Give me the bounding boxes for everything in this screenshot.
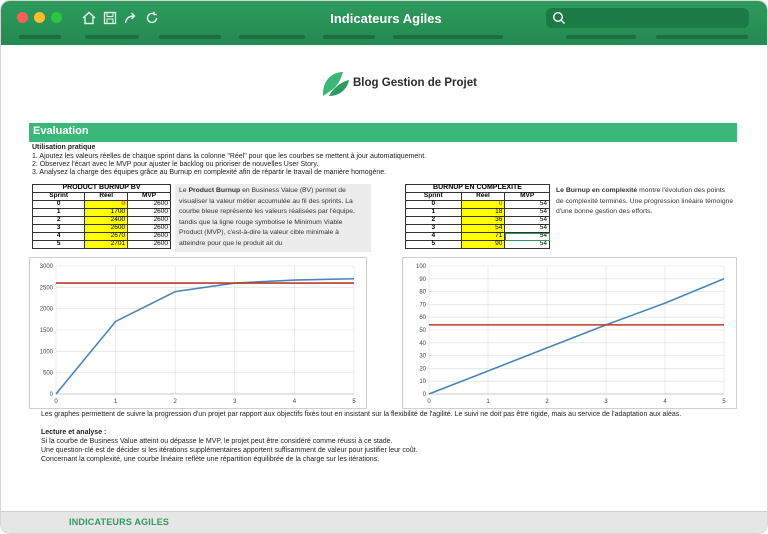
save-icon[interactable] (102, 10, 118, 26)
cell-sprint[interactable]: 5 (33, 241, 85, 249)
reading-title: Lecture et analyse : (41, 429, 107, 436)
section-title: Evaluation (29, 123, 737, 142)
y-tick-label: 90 (419, 276, 426, 283)
y-tick-label: 1000 (39, 349, 53, 356)
cell-sprint[interactable]: 1 (33, 209, 85, 217)
y-tick-label: 2500 (39, 285, 53, 292)
cell-reel[interactable]: 1700 (85, 209, 128, 217)
series-line-rel (429, 279, 724, 394)
table-row (406, 209, 550, 217)
desc-bold: Product Burnup (188, 187, 241, 194)
chart-burnup-complexite (402, 257, 737, 409)
cell-reel[interactable]: 36 (461, 217, 505, 225)
minimize-window-button[interactable] (34, 12, 45, 23)
x-tick-label: 4 (663, 399, 667, 405)
title-bar (1, 1, 768, 45)
y-tick-label: 3000 (39, 264, 53, 270)
usage-line: 1. Ajoutez les valeurs réelles de chaque sprint dans la colonne "Réel" pour que les courbes se mettent à jour automatiquement. (32, 153, 427, 160)
usage-title: Utilisation pratique (32, 144, 96, 151)
column-header: MVP (128, 193, 171, 201)
description-burnup-complexite (552, 184, 738, 252)
refresh-icon[interactable] (144, 10, 160, 26)
cell-sprint[interactable]: 5 (406, 241, 462, 249)
x-tick-label: 5 (722, 399, 726, 405)
x-tick-label: 2 (173, 399, 177, 405)
x-tick-label: 5 (352, 399, 356, 405)
desc-text: montre l'évolution des points de complexité terminés. Une progression linéaire témoigne d'une bonne gestion des efforts. (556, 187, 734, 215)
close-window-button[interactable] (17, 12, 28, 23)
table-row (406, 201, 550, 209)
menu-strip-item[interactable] (323, 35, 375, 39)
desc-text: Le (179, 187, 189, 194)
cell-mvp[interactable]: 54 (505, 225, 550, 233)
home-icon[interactable] (81, 10, 97, 26)
table-row (406, 217, 550, 225)
share-icon[interactable] (123, 10, 139, 26)
x-tick-label: 3 (233, 399, 237, 405)
cell-mvp[interactable]: 2600 (128, 225, 171, 233)
table-row (33, 201, 171, 209)
x-tick-label: 0 (427, 399, 431, 405)
cell-mvp[interactable]: 2600 (128, 233, 171, 241)
column-header: MVP (505, 193, 550, 201)
y-tick-label: 80 (419, 289, 426, 296)
cell-mvp[interactable]: 2600 (128, 209, 171, 217)
y-tick-label: 40 (419, 340, 426, 347)
menu-strip-item[interactable] (566, 35, 636, 39)
cell-mvp[interactable]: 54 (505, 217, 550, 225)
cell-mvp-selected[interactable]: 54 (505, 233, 550, 241)
sheet-tab-indicateurs-agiles[interactable]: INDICATEURS AGILES (69, 517, 170, 527)
usage-line: 3. Analysez la charge des équipes grâce au Burnup en complexité afin de répartir le travail de manière homogène. (32, 169, 387, 176)
cell-sprint[interactable]: 0 (33, 201, 85, 209)
cell-reel[interactable]: 0 (461, 201, 505, 209)
table-row (406, 241, 550, 249)
logo-text: Blog Gestion de Projet (353, 77, 477, 89)
chart-product-burnup-svg (30, 258, 366, 408)
x-tick-label: 2 (545, 399, 549, 405)
desc-text: en Business Value (BV) permet de visualiser la valeur métier accumulée au fil des sprints. La courbe bleue représente les valeurs réalisées par l'équipe, tandis que la ligne rouge symbolise le Minimum Viable Product (MVP), c'est-à-dire la valeur cible minimale à atteindre pour que le produit ait du (179, 187, 355, 247)
reading-line: Concernant la complexité, une courbe linéaire reflète une répartition équilibrée de la charge sur les itérations. (41, 456, 380, 463)
cell-reel[interactable]: 2701 (85, 241, 128, 249)
y-tick-label: 500 (42, 370, 53, 377)
cell-reel[interactable]: 71 (461, 233, 505, 241)
column-header: Réel (85, 193, 128, 201)
y-tick-label: 1500 (39, 328, 53, 334)
cell-sprint[interactable]: 3 (33, 225, 85, 233)
x-tick-label: 1 (113, 399, 118, 405)
cell-reel[interactable]: 0 (85, 201, 128, 209)
y-tick-label: 0 (422, 392, 426, 398)
cell-sprint[interactable]: 0 (406, 201, 462, 209)
table-row (33, 241, 171, 249)
menu-strip-item[interactable] (159, 35, 221, 39)
description-product-burnup (175, 184, 371, 252)
table-burnup-complexite (405, 184, 550, 249)
search-icon (552, 11, 566, 25)
table-row (33, 225, 171, 233)
x-tick-label: 4 (292, 399, 297, 405)
y-tick-label: 100 (415, 264, 426, 270)
menu-strip-item[interactable] (393, 35, 503, 39)
menu-strip-item[interactable] (656, 35, 748, 39)
desc-bold: Le Burnup en complexité (556, 187, 638, 194)
x-tick-label: 1 (486, 399, 490, 405)
cell-sprint[interactable]: 4 (406, 233, 462, 241)
sheet-tab-bar (1, 511, 768, 534)
cell-mvp[interactable]: 2600 (128, 201, 171, 209)
x-tick-label: 0 (54, 399, 58, 405)
table-product-burnup-bv (32, 184, 171, 249)
cell-sprint[interactable]: 1 (406, 209, 462, 217)
y-tick-label: 70 (419, 302, 426, 309)
cell-reel[interactable]: 54 (461, 225, 505, 233)
y-tick-label: 0 (49, 392, 53, 398)
column-header: Sprint (406, 193, 462, 201)
y-tick-label: 20 (419, 366, 426, 373)
table-row (406, 233, 550, 241)
y-tick-label: 60 (419, 315, 426, 322)
reading-line: Si la courbe de Business Value atteint ou dépasse le MVP, le projet peut être considéré comme réussi à ce stade. (41, 438, 393, 445)
y-tick-label: 50 (419, 328, 426, 334)
table-row (33, 217, 171, 225)
column-header: Réel (461, 193, 505, 201)
cell-reel[interactable]: 18 (461, 209, 505, 217)
chart-product-burnup (29, 257, 367, 409)
maximize-window-button[interactable] (51, 12, 62, 23)
y-tick-label: 30 (419, 353, 426, 360)
menu-strip-item[interactable] (19, 35, 61, 39)
cell-reel[interactable]: 2600 (85, 225, 128, 233)
table-caption: PRODUCT BURNUP BV (33, 185, 171, 193)
cell-sprint[interactable]: 2 (33, 217, 85, 225)
cell-mvp[interactable]: 2600 (128, 241, 171, 249)
y-tick-label: 10 (419, 379, 426, 386)
cell-reel[interactable]: 2400 (85, 217, 128, 225)
table-row (33, 233, 171, 241)
table-caption: BURNUP EN COMPLEXITE (406, 185, 550, 193)
cell-mvp[interactable]: 54 (505, 201, 550, 209)
cell-reel[interactable]: 2670 (85, 233, 128, 241)
table-row (406, 225, 550, 233)
window-title: Indicateurs Agiles (330, 11, 442, 26)
series-line-rel (56, 279, 354, 394)
cell-mvp[interactable]: 2600 (128, 217, 171, 225)
usage-line: 2. Observez l'écart avec le MVP pour ajuster le backlog ou prioriser de nouvelles User Story. (32, 161, 319, 168)
y-tick-label: 2000 (39, 306, 53, 313)
column-header: Sprint (33, 193, 85, 201)
menu-strip-item[interactable] (85, 35, 139, 39)
search-input[interactable] (546, 8, 749, 28)
cell-sprint[interactable]: 4 (33, 233, 85, 241)
cell-sprint[interactable]: 2 (406, 217, 462, 225)
cell-mvp[interactable]: 54 (505, 241, 550, 249)
chart-burnup-complexite-svg (403, 258, 736, 408)
table-row (33, 209, 171, 217)
menu-strip-item[interactable] (239, 35, 305, 39)
graphs-note: Les graphes permettent de suivre la progression d'un projet par rapport aux objectifs fixés tout en insistant sur la flexibilité de l'agilité. Le suivi ne doit pas être rigide, mais au service de l'adaptation aux aléas. (41, 411, 682, 418)
leaf-logo-icon (319, 68, 351, 100)
x-tick-label: 3 (604, 399, 608, 405)
cell-sprint[interactable]: 3 (406, 225, 462, 233)
cell-reel[interactable]: 90 (461, 241, 505, 249)
reading-line: Une question-clé est de décider si les itérations supplémentaires apportent suffisamment de valeur pour justifier leur coût. (41, 447, 418, 454)
cell-mvp[interactable]: 54 (505, 209, 550, 217)
